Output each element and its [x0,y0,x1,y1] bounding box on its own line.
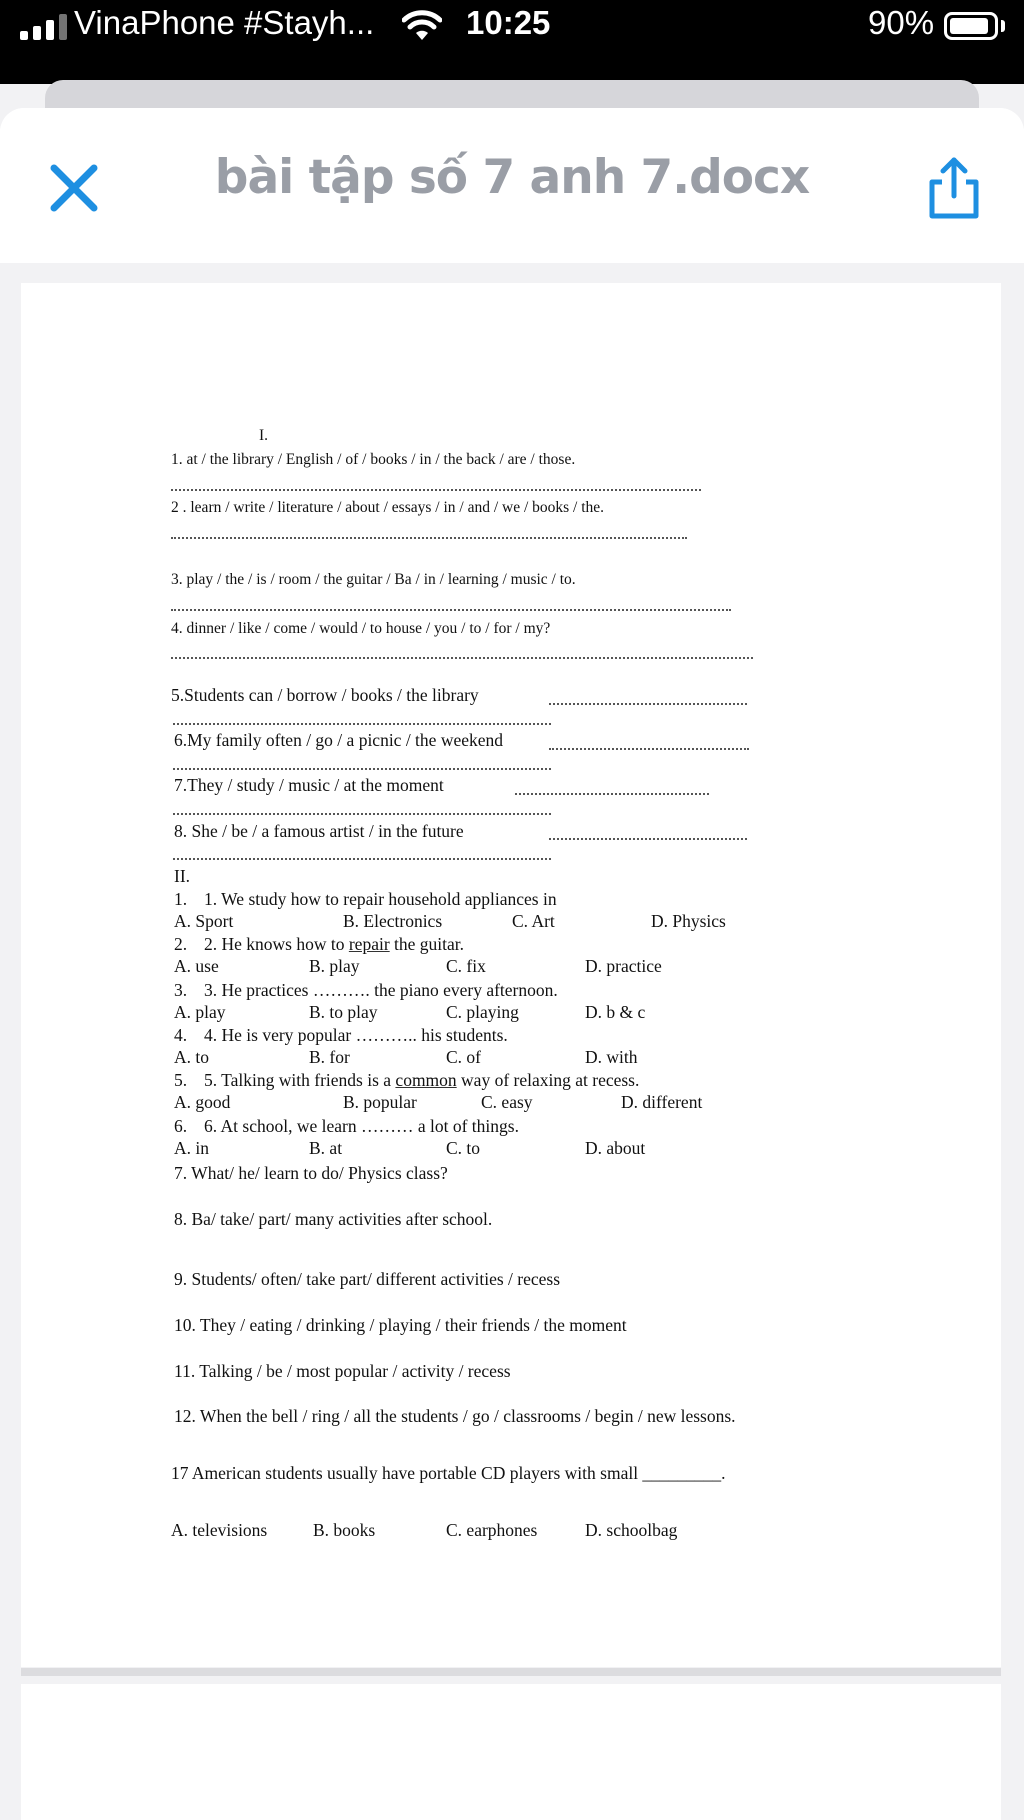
answer-option: C. fix [446,956,486,976]
battery-nub [1001,20,1005,32]
answer-option: D. about [585,1138,646,1158]
question-text-part: 5. Talking with friends is a [204,1070,396,1090]
answer-line [549,748,749,750]
section-heading: II. [174,866,191,886]
exercise-line: 4. dinner / like / come / would / to house / you / to / for / my? [171,620,551,637]
wifi-icon [402,10,442,42]
exercise-line: 9. Students/ often/ take part/ different activities / recess [174,1269,561,1289]
battery-percent: 90% [868,4,935,41]
status-bar [0,0,1024,84]
close-icon[interactable] [44,158,104,218]
answer-line [171,537,687,539]
question-text-part: 1. We study how to repair household appliances in [204,889,557,909]
question-text-part: 6. At school, we learn ……… a lot of things. [204,1116,519,1136]
answer-line [171,489,701,491]
answer-option: C. earphones [446,1520,538,1540]
question-text [204,1025,508,1046]
exercise-line: 8. Ba/ take/ part/ many activities after school. [174,1209,493,1229]
question-number: 4. [174,1025,188,1045]
answer-line [171,609,731,611]
answer-option: C. of [446,1047,481,1067]
exercise-line: 10. They / eating / drinking / playing / their friends / the moment [174,1315,627,1335]
question-text [204,934,464,955]
exercise-line: 7.They / study / music / at the moment [174,775,444,795]
question-text-part: the guitar. [389,934,465,954]
answer-line [171,657,753,659]
answer-option: B. play [309,956,360,976]
exercise-line: 2 . learn / write / literature / about / essays / in / and / we / books / the. [171,499,605,516]
document-page [21,283,1001,1667]
clock: 10:25 [466,4,551,41]
question-number: 3. [174,980,188,1000]
answer-option: D. Physics [651,911,726,931]
question-number: 6. [174,1116,188,1136]
answer-line [173,858,551,860]
question-number: 2. [174,934,188,954]
answer-line [549,703,747,705]
question-text [204,889,557,910]
question-text-part: 3. He practices ………. the piano every afternoon. [204,980,558,1000]
answer-option: D. schoolbag [585,1520,678,1540]
exercise-line: 8. She / be / a famous artist / in the future [174,821,464,841]
answer-line [173,813,551,815]
answer-option: B. at [309,1138,343,1158]
question-text-part: way of relaxing at recess. [456,1070,640,1090]
answer-option: C. to [446,1138,481,1158]
exercise-line: 5.Students can / borrow / books / the library [171,685,479,705]
answer-line [173,723,551,725]
answer-option: C. Art [512,911,555,931]
exercise-line: 6.My family often / go / a picnic / the weekend [174,730,504,750]
answer-option: D. practice [585,956,662,976]
section-heading: I. [259,427,269,444]
answer-option: B. popular [343,1092,417,1112]
battery-icon [944,12,998,40]
question-number: 5. [174,1070,188,1090]
page-separator [21,1668,1001,1676]
document-page-2 [21,1684,1001,1820]
signal-icon [20,14,67,40]
document-title: bài tập số 7 anh 7.docx [214,150,810,205]
answer-option: B. for [309,1047,350,1067]
answer-option: C. playing [446,1002,519,1022]
question-text [204,1116,519,1137]
exercise-line: 11. Talking / be / most popular / activity / recess [174,1361,511,1381]
answer-line [173,768,551,770]
question-text [204,1070,639,1091]
answer-option: A. in [174,1138,209,1158]
underlined-word: common [395,1070,457,1090]
exercise-line: 1. at / the library / English / of / books / in / the back / are / those. [171,451,576,468]
exercise-line: 17 American students usually have portable CD players with small _________. [171,1463,726,1483]
exercise-line: 12. When the bell / ring / all the students / go / classrooms / begin / new lessons. [174,1406,736,1426]
answer-option: B. Electronics [343,911,443,931]
question-text-part: 2. He knows how to [204,934,349,954]
answer-option: B. to play [309,1002,378,1022]
question-text-part: 4. He is very popular ……….. his students. [204,1025,508,1045]
exercise-line: 3. play / the / is / room / the guitar / Ba / in / learning / music / to. [171,571,576,588]
answer-option: A. televisions [171,1520,268,1540]
answer-option: A. good [174,1092,231,1112]
underlined-word: repair [348,934,390,954]
answer-line [549,838,747,840]
exercise-line: 7. What/ he/ learn to do/ Physics class? [174,1163,448,1183]
carrier-name: VinaPhone #Stayh... [74,4,375,41]
question-text [204,980,558,1001]
answer-option: B. books [313,1520,376,1540]
answer-option: A. Sport [174,911,234,931]
answer-option: D. with [585,1047,638,1067]
answer-option: D. b & c [585,1002,646,1022]
answer-option: A. play [174,1002,226,1022]
answer-option: D. different [621,1092,703,1112]
answer-line [515,793,709,795]
answer-option: A. use [174,956,219,976]
question-number: 1. [174,889,188,909]
share-icon[interactable] [924,154,984,220]
answer-option: C. easy [481,1092,533,1112]
answer-option: A. to [174,1047,209,1067]
